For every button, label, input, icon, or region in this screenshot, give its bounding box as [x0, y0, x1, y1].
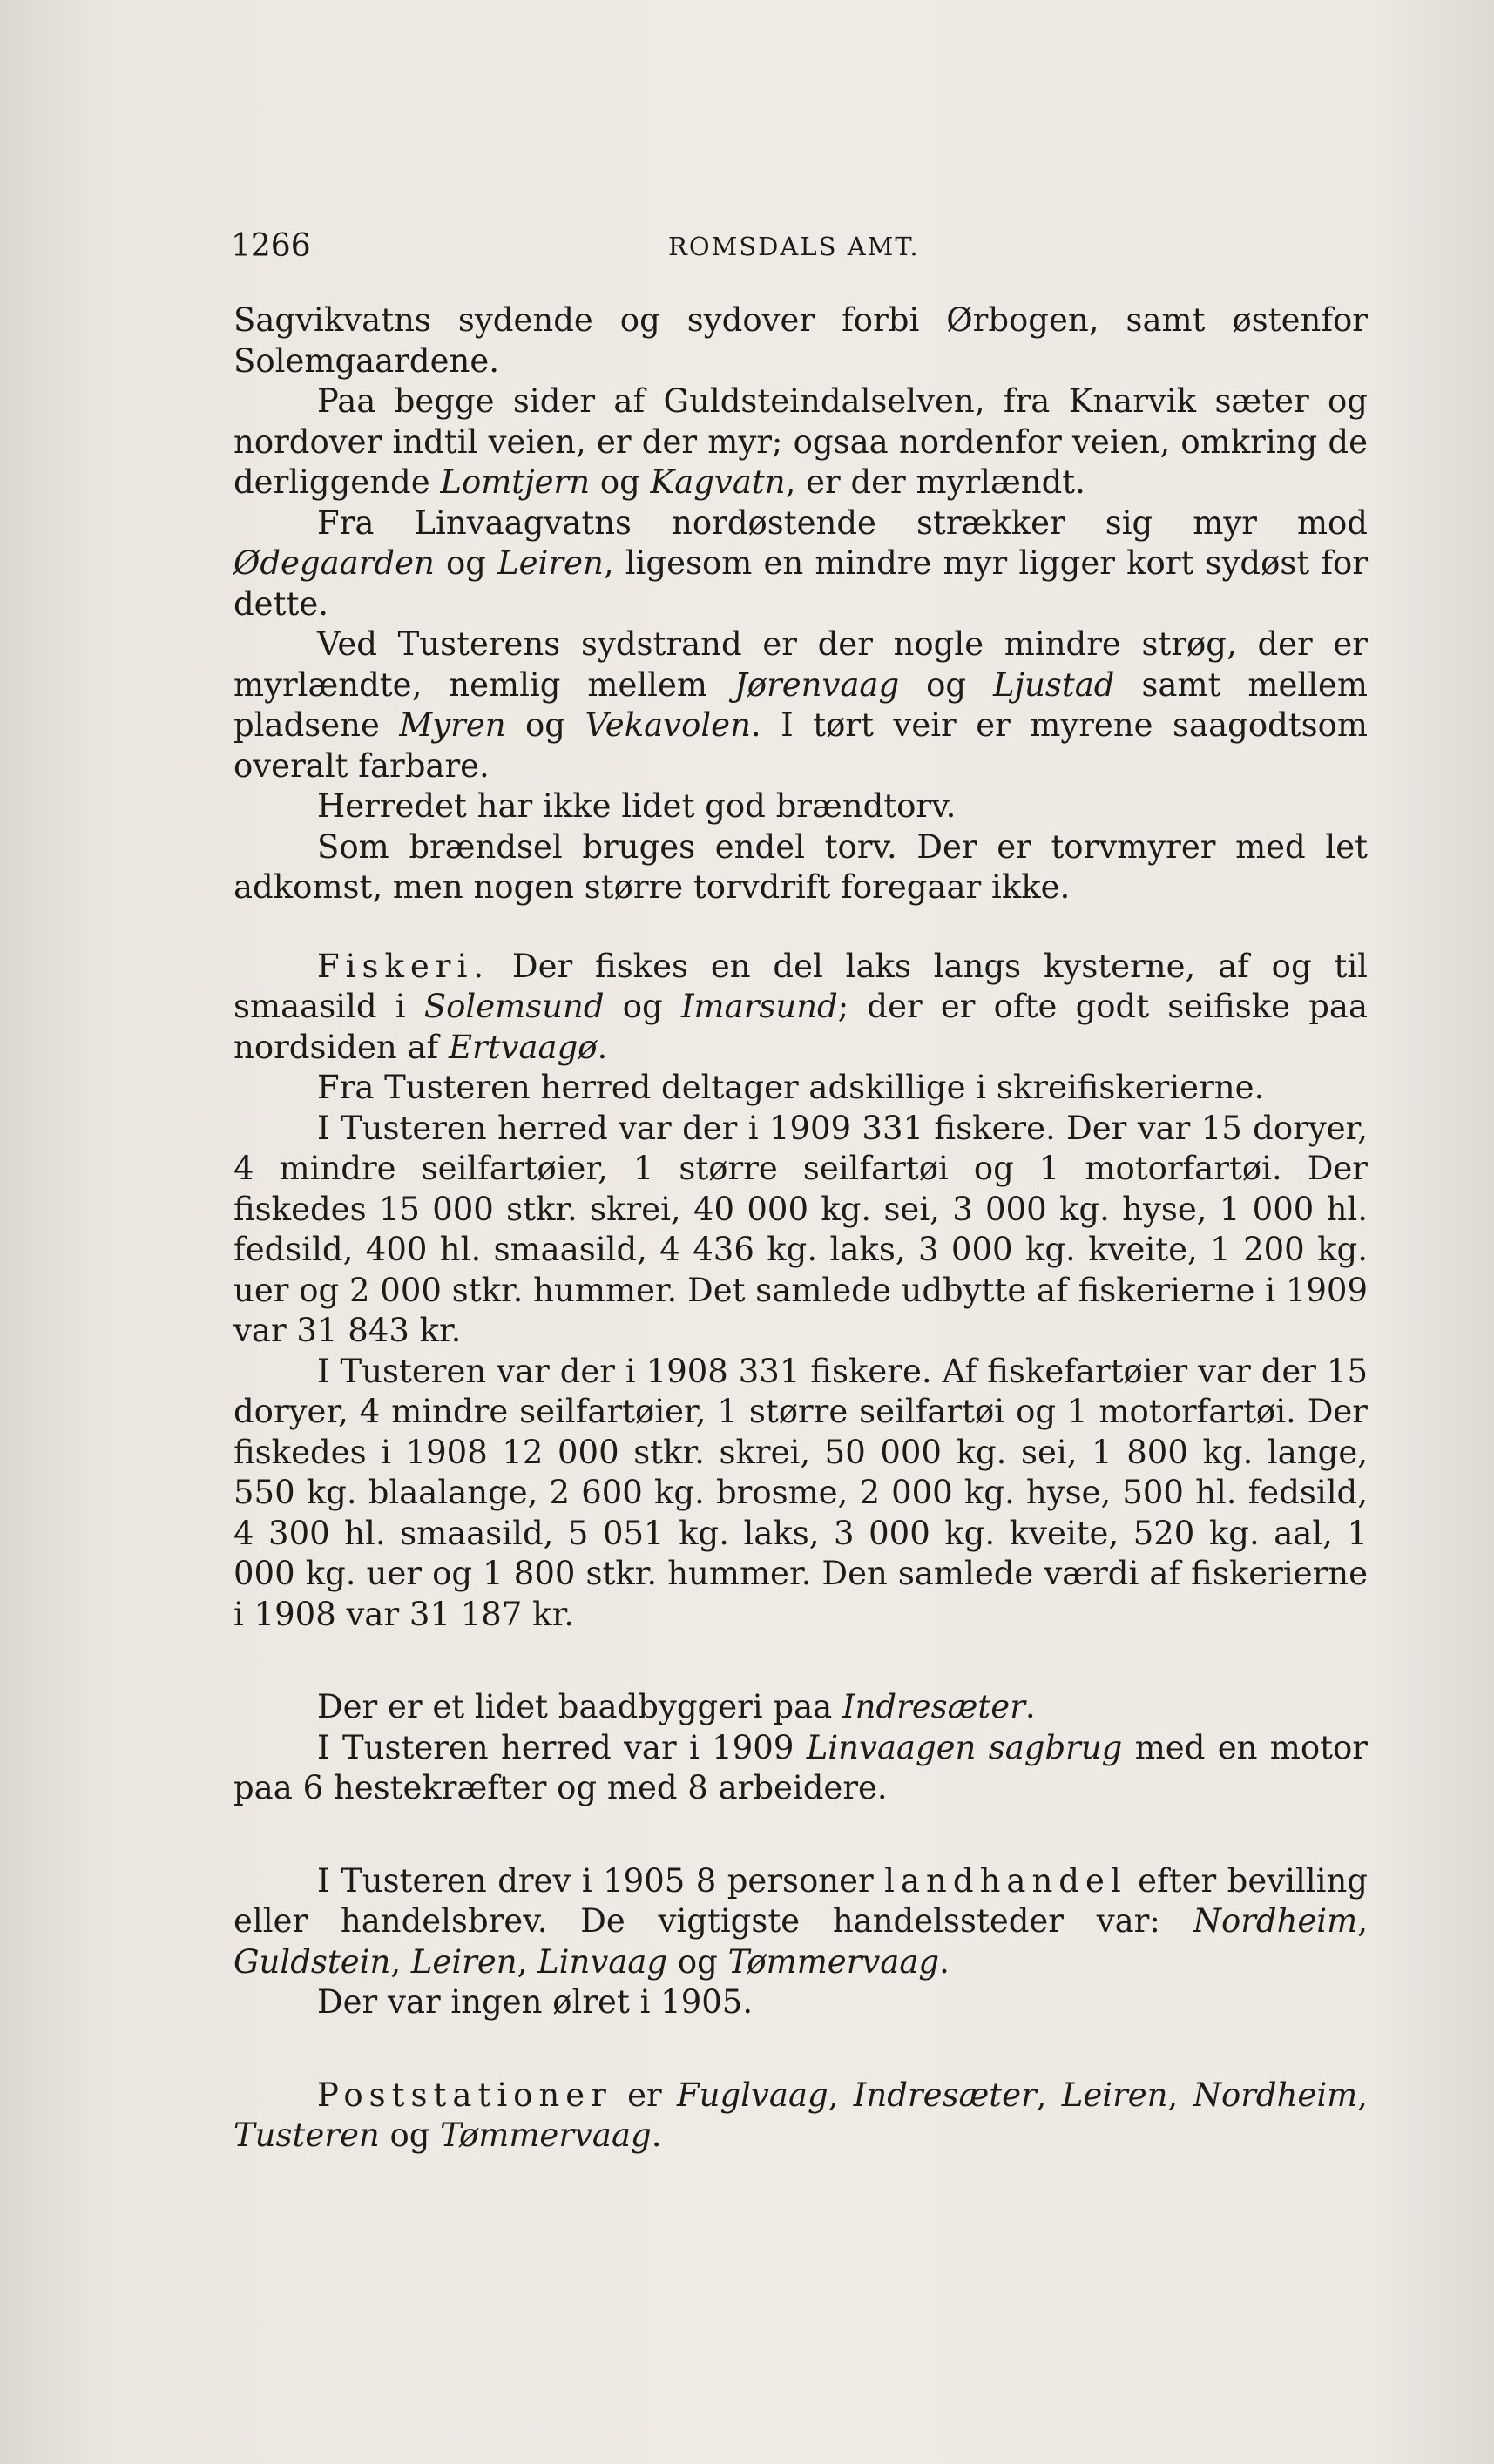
paragraph-landhandel: I Tusteren drev i 1905 8 personer landhandel efter bevilling eller handelsbrev. De vigtigste handelssteder var: Nordheim, Guldstein, Leiren, Linvaag og Tømmervaag. — [233, 1861, 1368, 1981]
place-name: Linvaag — [537, 1942, 668, 1981]
paragraph-skreifiskerierne: Fra Tusteren herred deltager adskillige i skreifiskerierne. — [317, 1069, 1265, 1106]
keyword-poststationer: Poststationer — [317, 2076, 612, 2114]
section-gap — [233, 2023, 1368, 2076]
paragraph-baadbyggeri: Der er et lidet baadbyggeri paa Indresæter. — [317, 1688, 1036, 1725]
place-name: Leiren — [1061, 2076, 1168, 2114]
place-name: Myren — [399, 706, 506, 744]
place-name: Ødegaarden — [233, 544, 435, 582]
place-name: Tusteren — [233, 2116, 380, 2154]
paragraph-linvaagvatn: Fra Linvaagvatns nordøstende strækker sig myr mod Ødegaarden og Leiren, ligesom en mindre myr ligger kort sydøst for dette. — [233, 503, 1369, 623]
place-name: Lomtjern — [440, 463, 591, 501]
place-name: Ljustad — [993, 665, 1115, 704]
place-name: Fuglvaag — [677, 2076, 828, 2114]
page-header — [231, 228, 1363, 272]
place-name: Indresæter — [842, 1688, 1025, 1725]
place-name: Vekavolen — [585, 706, 751, 744]
place-name: Jørenvaag — [733, 665, 900, 704]
paragraph-poststationer: Poststationer er Fuglvaag, Indresæter, Leiren, Nordheim, Tusteren og Tømmervaag. — [233, 2076, 1369, 2154]
place-name: Leiren — [410, 1942, 517, 1981]
page-number: 1266 — [231, 228, 311, 264]
place-name: Imarsund — [680, 988, 838, 1025]
paragraph-fiskere-1908: I Tusteren var der i 1908 331 fiskere. Af fiskefartøier var der 15 doryer, 4 mindre seilfartøier, 1 større seilfartøi og 1 motorfartøi. Der fiskedes i 1908 12 000 stkr. skrei, 50 000 kg. sei, 1 800 kg. lange, 550 kg. blaalange, 2 600 kg. brosme, 2 000 kg. hyse, 500 hl. fedsild, 4 300 hl. smaasild, 5 051 kg. laks, 3 000 kg. kveite, 520 kg. aal, 1 000 kg. uer og 1 800 stkr. hummer. Den samlede værdi af fiskerierne i 1908 var 31 187 kr. — [233, 1352, 1368, 1633]
section-gap — [233, 1809, 1368, 1861]
place-name: Tømmervaag — [440, 2116, 652, 2154]
place-name: Leiren — [497, 544, 604, 582]
paragraph-sagvikvatn: Sagvikvatns sydende og sydover forbi Ørbogen, samt østenfor Solemgaardene. — [233, 301, 1368, 380]
place-name: Indresæter — [853, 2076, 1037, 2114]
keyword-landhandel: landhandel — [884, 1861, 1127, 1900]
place-name: Kagvatn — [650, 463, 786, 501]
place-name: Guldstein — [233, 1942, 391, 1981]
page-body — [233, 300, 1368, 2157]
section-heading-fiskeri: Fiskeri. — [317, 947, 490, 985]
place-name: Linvaagen sagbrug — [806, 1728, 1123, 1766]
place-name: Nordheim — [1193, 2076, 1358, 2114]
paragraph-fiskere-1909: I Tusteren herred var der i 1909 331 fiskere. Der var 15 doryer, 4 mindre seilfartøier, 1 større seilfartøi og 1 motorfartøi. Der fiskedes 15 000 stkr. skrei, 40 000 kg. sei, 3 000 kg. hyse, 1 000 hl. fedsild, 400 hl. smaasild, 4 436 kg. laks, 3 000 kg. kveite, 1 200 kg. uer og 2 000 stkr. hummer. Det samlede udbytte af fiskerierne i 1909 var 31 843 kr. — [233, 1109, 1368, 1349]
running-head: ROMSDALS AMT. — [668, 232, 920, 261]
section-gap — [233, 1635, 1368, 1687]
paragraph-olret: Der var ingen ølret i 1905. — [317, 1983, 754, 2021]
place-name: Solemsund — [423, 988, 605, 1025]
paragraph-sagbrug: I Tusteren herred var i 1909 Linvaagen sagbrug med en motor paa 6 hestekræfter og med 8 arbeidere. — [233, 1728, 1368, 1806]
place-name: Ertvaagø — [449, 1028, 598, 1066]
paragraph-braendtorv: Herredet har ikke lidet god brændtorv. — [317, 787, 957, 825]
place-name: Tømmervaag — [727, 1942, 940, 1981]
paragraph-tusteren-sydstrand: Ved Tusterens sydstrand er der nogle mindre strøg, der er myrlændte, nemlig mellem Jørenvaag og Ljustad samt mellem pladsene Myren og Vekavolen. I tørt veir er myrene saagodtsom overalt farbare. — [233, 625, 1369, 785]
paragraph-guldsteindalselven: Paa begge sider af Guldsteindalselven, fra Knarvik sæter og nordover indtil veien, er der myr; ogsaa nordenfor veien, omkring de derliggende Lomtjern og Kagvatn, er der myrlændt. — [233, 382, 1368, 501]
place-name: Nordheim — [1193, 1902, 1358, 1940]
section-gap — [233, 908, 1368, 947]
paragraph-torvdrift: Som brændsel bruges endel torv. Der er torvmyrer med let adkomst, men nogen større torvdrift foregaar ikke. — [233, 827, 1368, 906]
paragraph-fiskeri: Fiskeri. Der fiskes en del laks langs kysterne, af og til smaasild i Solemsund og Imarsund; der er ofte godt seifiske paa nordsiden af Ertvaagø. — [233, 947, 1369, 1066]
